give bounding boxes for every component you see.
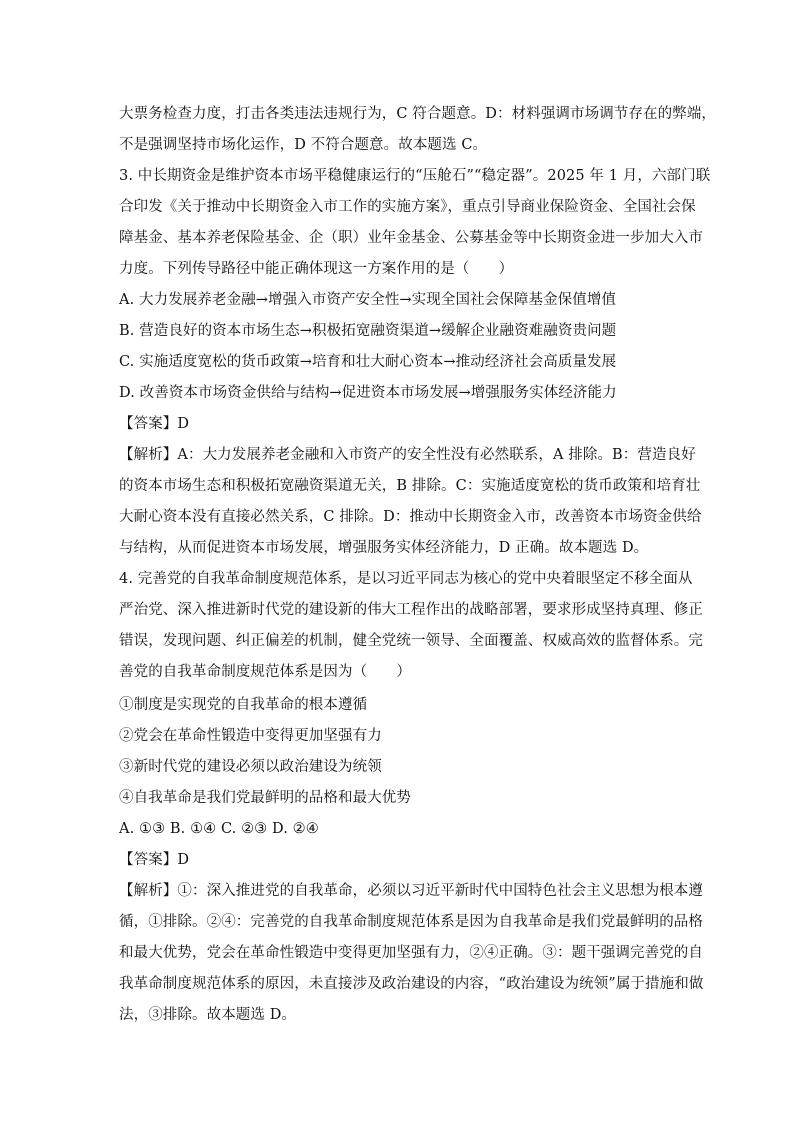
question-3-stem: 3. 中长期资金是维护资本市场平稳健康运行的“压舱石”“稳定器”。2025 年 1 月，六部门联 bbox=[119, 168, 711, 184]
question-4-stem: 4. 完善党的自我革命制度规范体系，是以习近平同志为核心的党中央着眼坚定不移全面从 bbox=[119, 571, 693, 587]
answer-label: 【答案】D bbox=[119, 852, 190, 868]
text-line: 大票务检查力度，打击各类违法违规行为，C 符合题意。D：材料强调市场调节存在的弊端， bbox=[119, 106, 717, 122]
option-b: B. 营造良好的资本市场生态→积极拓宽融资渠道→缓解企业融资难融资贵问题 bbox=[119, 323, 617, 339]
analysis-text: 【解析】A：大力发展养老金融和入市资产的安全性没有必然联系，A 排除。B：营造良好 bbox=[119, 447, 696, 463]
statement-1: ①制度是实现党的自我革命的根本遵循 bbox=[119, 697, 368, 713]
option-c: C. 实施适度宽松的货币政策→培育和壮大耐心资本→推动经济社会高质量发展 bbox=[119, 354, 617, 370]
statement-2: ②党会在革命性锻造中变得更加坚强有力 bbox=[119, 728, 382, 744]
statement-4: ④自我革命是我们党最鲜明的品格和最大优势 bbox=[119, 790, 411, 806]
text-line: 错误，发现问题、纠正偏差的机制，健全党统一领导、全面覆盖、权威高效的监督体系。完 bbox=[119, 633, 703, 649]
text-line: 严治党、深入推进新时代党的建设新的伟大工程作出的战略部署，要求形成坚持真理、修正 bbox=[119, 602, 703, 618]
option-d: D. 改善资本市场资金供给与结构→促进资本市场发展→增强服务实体经济能力 bbox=[119, 385, 617, 401]
analysis-text: 【解析】①：深入推进党的自我革命，必须以习近平新时代中国特色社会主义思想为根本遵 bbox=[119, 883, 703, 899]
text-line: 障基金、基本养老保险基金、企（职）业年金基金、公募基金等中长期资金进一步加大入市 bbox=[119, 230, 703, 246]
options-line: A. ①③ B. ①④ C. ②③ D. ②④ bbox=[119, 821, 319, 837]
option-a: A. 大力发展养老金融→增强入市资产安全性→实现全国社会保障基金保值增值 bbox=[119, 292, 617, 308]
text-line: 法，③排除。故本题选 D。 bbox=[119, 1007, 297, 1023]
answer-label: 【答案】D bbox=[119, 416, 190, 432]
text-line: 循，①排除。②④：完善党的自我革命制度规范体系是因为自我革命是我们党最鲜明的品格 bbox=[119, 914, 703, 930]
statement-3: ③新时代党的建设必须以政治建设为统领 bbox=[119, 759, 382, 775]
text-line: 我革命制度规范体系的原因，未直接涉及政治建设的内容，“政治建设为统领”属于措施和做 bbox=[119, 976, 704, 992]
text-line: 力度。下列传导路径中能正确体现这一方案作用的是（ ） bbox=[119, 261, 514, 277]
text-line: 的资本市场生态和积极拓宽融资渠道无关，B 排除。C：实施适度宽松的货币政策和培育壮 bbox=[119, 478, 701, 494]
text-line: 和最大优势，党会在革命性锻造中变得更加坚强有力，②④正确。③：题干强调完善党的自 bbox=[119, 945, 703, 961]
text-line: 大耐心资本没有直接必然关系，C 排除。D：推动中长期资金入市，改善资本市场资金供给 bbox=[119, 509, 702, 525]
text-line: 不是强调坚持市场化运作，D 不符合题意。故本题选 C。 bbox=[119, 137, 488, 153]
text-line: 与结构，从而促进资本市场发展，增强服务实体经济能力，D 正确。故本题选 D。 bbox=[119, 540, 649, 556]
text-line: 善党的自我革命制度规范体系是因为（ ） bbox=[119, 664, 411, 680]
text-line: 合印发《关于推动中长期资金入市工作的实施方案》，重点引导商业保险资金、全国社会保 bbox=[119, 199, 696, 215]
